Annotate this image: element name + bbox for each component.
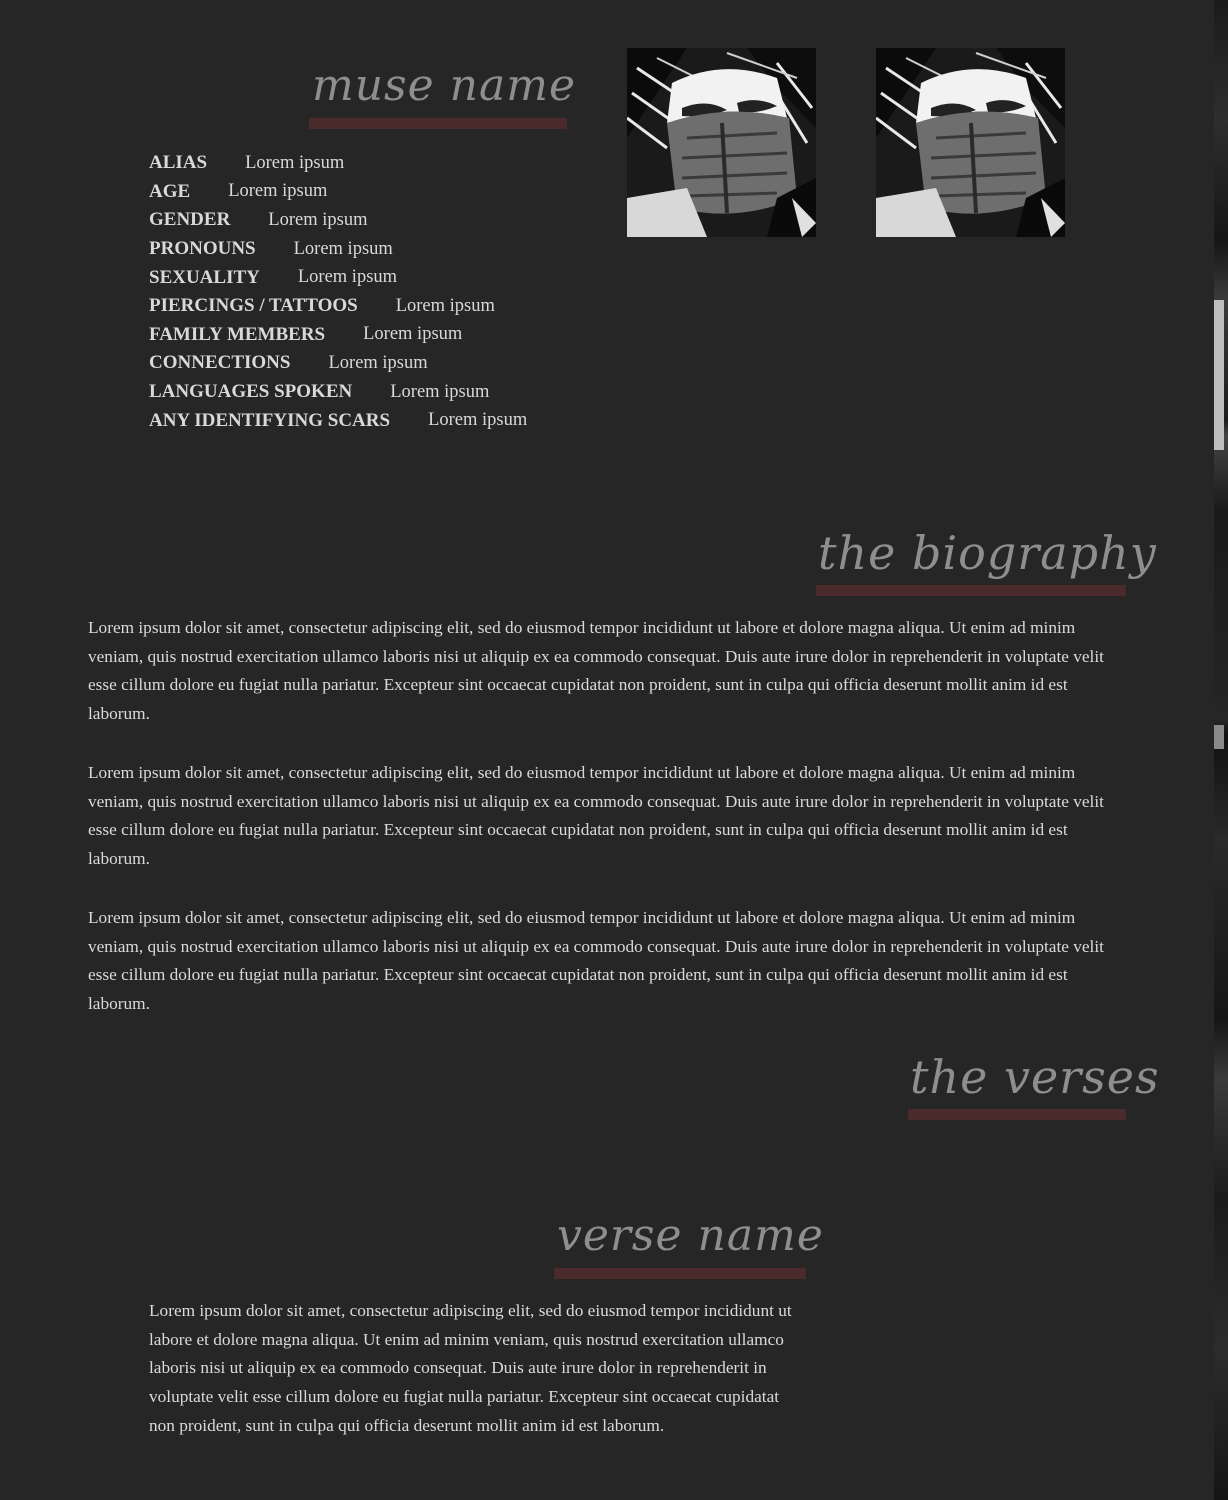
edge-highlight [1214,725,1224,749]
stats-list [149,149,527,435]
biography-paragraph: Lorem ipsum dolor sit amet, consectetur adipiscing elit, sed do eiusmod tempor incididunt ut labore et dolore magna aliqua. Ut enim ad minim veniam, quis nostrud exercitation ullamco laboris nisi ut aliquip ex ea commodo consequat. Duis aute irure dolor in reprehenderit in voluptate velit esse cillum dolore eu fugiat nulla pariatur. Excepteur sint occaecat cupidatat non proident, sunt in culpa qui officia deserunt mollit anim id est laborum. [88,618,1104,724]
stat-row [149,378,527,407]
stat-row [149,349,527,378]
stat-row [149,149,527,178]
biography-underline [816,585,1126,596]
biography-heading: the biography [818,526,1157,580]
stat-row [149,235,527,264]
stat-value: Lorem ipsum [390,381,490,402]
stat-label: PRONOUNS [149,238,256,260]
stat-label: SEXUALITY [149,266,260,288]
stat-row [149,206,527,235]
stat-row [149,406,527,435]
portrait-image-2 [876,48,1065,237]
verse-name-heading: verse name [557,1210,824,1261]
stat-value: Lorem ipsum [363,324,463,345]
stat-label: LANGUAGES SPOKEN [149,381,353,403]
stat-value: Lorem ipsum [297,267,398,288]
stat-label: CONNECTIONS [149,352,291,374]
verse-name-underline [554,1268,806,1279]
edge-highlight [1214,300,1224,450]
stat-row [149,321,527,350]
biography-paragraph: Lorem ipsum dolor sit amet, consectetur adipiscing elit, sed do eiusmod tempor incididunt ut labore et dolore magna aliqua. Ut enim ad minim veniam, quis nostrud exercitation ullamco laboris nisi ut aliquip ex ea commodo consequat. Duis aute irure dolor in reprehenderit in voluptate velit esse cillum dolore eu fugiat nulla pariatur. Excepteur sint occaecat cupidatat non proident, sunt in culpa qui officia deserunt mollit anim id est laborum. [88,908,1104,1014]
stat-value: Lorem ipsum [245,152,345,173]
stat-label: GENDER [149,209,231,231]
stat-label: FAMILY MEMBERS [149,323,326,345]
muse-name-heading: muse name [312,60,576,111]
verses-underline [908,1109,1126,1120]
right-edge-strip [1214,0,1228,1500]
stat-value: Lorem ipsum [293,238,393,259]
stat-value: Lorem ipsum [328,352,428,373]
stat-row [149,292,527,321]
biography-paragraph: Lorem ipsum dolor sit amet, consectetur adipiscing elit, sed do eiusmod tempor incididunt ut labore et dolore magna aliqua. Ut enim ad minim veniam, quis nostrud exercitation ullamco laboris nisi ut aliquip ex ea commodo consequat. Duis aute irure dolor in reprehenderit in voluptate velit esse cillum dolore eu fugiat nulla pariatur. Excepteur sint occaecat cupidatat non proident, sunt in culpa qui officia deserunt mollit anim id est laborum. [88,763,1104,869]
portrait-image-1 [627,48,816,237]
stat-value: Lorem ipsum [428,410,528,431]
stat-value: Lorem ipsum [228,181,328,202]
stat-label: ALIAS [149,152,208,174]
stat-row [149,263,527,292]
stat-label: PIERCINGS / TATTOOS [149,295,358,317]
verses-heading: the verses [910,1050,1160,1104]
verse-description: Lorem ipsum dolor sit amet, consectetur adipiscing elit, sed do eiusmod tempor incididunt ut labore et dolore magna aliqua. Ut enim ad minim veniam, quis nostrud exercitation ullamco laboris nisi ut aliquip ex ea commodo consequat. Duis aute irure dolor in reprehenderit in voluptate velit esse cillum dolore eu fugiat nulla pariatur. Excepteur sint occaecat cupidatat non proident, sunt in culpa qui officia deserunt mollit anim id est laborum. [149,1301,792,1435]
muse-name-underline [309,118,567,129]
stat-label: ANY IDENTIFYING SCARS [149,409,391,431]
stat-value: Lorem ipsum [268,209,368,230]
stat-row [149,178,527,207]
stat-label: AGE [149,180,191,202]
stat-value: Lorem ipsum [395,295,495,316]
